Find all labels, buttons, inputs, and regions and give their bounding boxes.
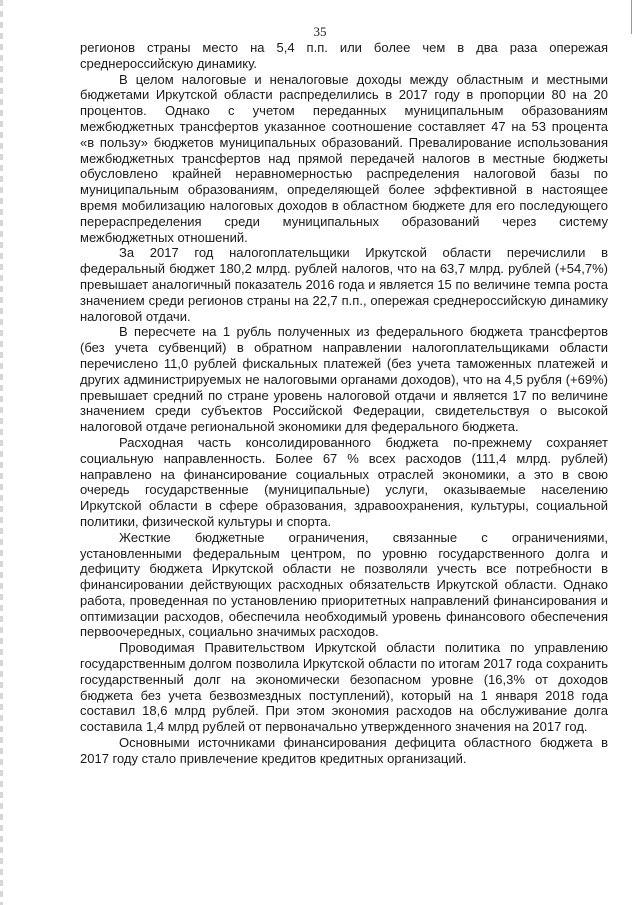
paragraph-deficit-financing: Основными источниками финансирования дефицита областного бюджета в 2017 году стало привлечение кредитов кредитных организаций. [80, 735, 608, 766]
paragraph-budget-constraints: Жесткие бюджетные ограничения, связанные с ограничениями, установленными федеральным центром, по уровню государственного долга и дефициту бюджета Иркутской области не позволяли учесть все потребности в финансировании действующих расходных обязательств Иркутской области. Однако работа, проведенная по установлению приоритетных направлений финансирования и оптимизации расходов, обеспечила необходимый уровень финансового обеспечения первоочередных, социально значимых расходов. [80, 529, 608, 640]
scan-edge-artifact [0, 0, 3, 905]
paragraph-continuation: регионов страны место на 5,4 п.п. или более чем в два раза опережая среднероссийскую динамику. [80, 40, 608, 71]
paragraph-tax-return-per-ruble: В пересчете на 1 рубль полученных из федерального бюджета трансфертов (без учета субвенций) в обратном направлении налогоплательщиками области перечислено 11,0 рублей фискальных платежей (без учета таможенных платежей и других администрируемых не налоговыми органами доходов), что на 4,5 рубля (+69%) превышает средний по стране уровень налоговой отдачи и является 17 по величине значением среди субъектов Российской Федерации, свидетельствуя о высокой налоговой отдаче региональной экономики для федерального бюджета. [80, 324, 608, 435]
document-body [80, 40, 608, 767]
paragraph-debt-policy: Проводимая Правительством Иркутской области политика по управлению государственным долгом позволила Иркутской области по итогам 2017 года сохранить государственный долг на экономически безопасном уровне (16,3% от доходов бюджета без учета безвозмездных поступлений), который на 1 января 2018 года составил 18,6 млрд рублей. При этом экономия расходов на обслуживание долга составила 1,4 млрд рублей от первоначально утвержденного значения на 2017 год. [80, 640, 608, 735]
paragraph-social-spending: Расходная часть консолидированного бюджета по-прежнему сохраняет социальную направленность. Более 67 % всех расходов (111,4 млрд. рублей) направлено на финансирование социальных отраслей экономики, а это в свою очередь государственные (муниципальные) услуги, оказываемые населению Иркутской области в сфере образования, здравоохранения, культуры, социальной политики, физической культуры и спорта. [80, 434, 608, 529]
paragraph-federal-budget-transfers: За 2017 год налогоплательщики Иркутской области перечислили в федеральный бюджет 180,2 млрд. рублей налогов, что на 63,7 млрд. рублей (+54,7%) превышает аналогичный показатель 2016 года и является 15 по величине темпа роста значением среди регионов страны на 22,7 п.п., опережая среднероссийскую динамику налоговой отдачи. [80, 245, 608, 324]
page-number: 35 [313, 24, 327, 39]
paragraph-tax-revenue-distribution: В целом налоговые и неналоговые доходы между областным и местными бюджетами Иркутской области распределились в 2017 году в пропорции 80 на 20 процентов. Однако с учетом переданных муниципальным образованиям межбюджетных трансфертов указанное соотношение составляет 47 на 53 процента «в пользу» бюджетов муниципальных образований. Превалирование использования межбюджетных трансфертов над прямой передачей налогов в местные бюджеты обусловлено крайней неравномерностью распределения налоговой базы по муниципальным образованиям, определяющей более эффективной в настоящее время мобилизацию налоговых доходов в областном бюджете для его последующего перераспределения среди муниципальных образований через систему межбюджетных отношений. [80, 71, 608, 245]
